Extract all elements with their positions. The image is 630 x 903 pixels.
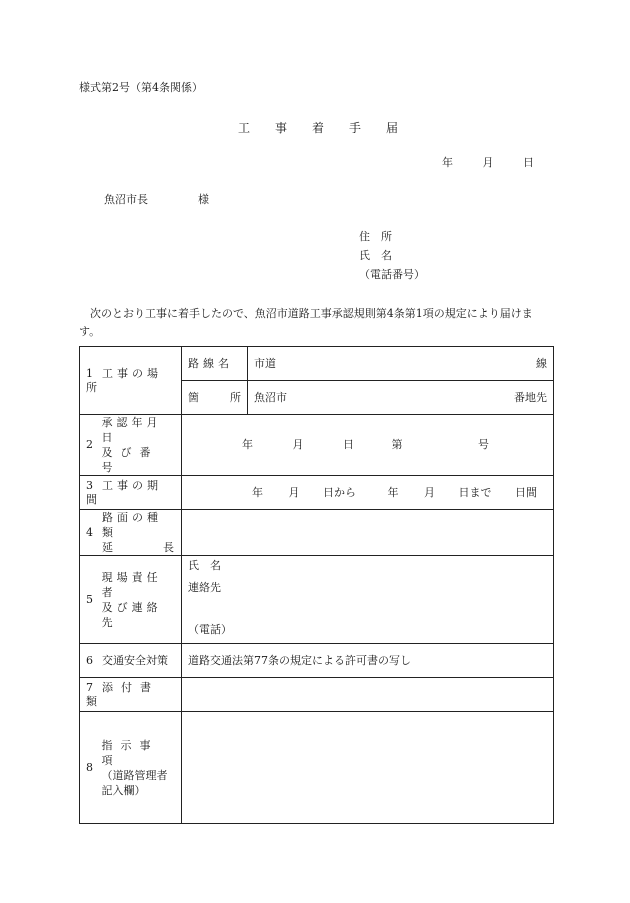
- row4-label-line2a: 延: [102, 541, 113, 554]
- document-title: 工事着手届: [238, 121, 424, 135]
- row3-label: 工事の期間: [86, 478, 162, 506]
- row6-label: 交通安全対策: [102, 653, 168, 667]
- row2-label: [101, 415, 175, 475]
- table-row: [80, 510, 554, 556]
- row8-label-cell: [80, 712, 182, 824]
- site-manager-name-label: 氏 名: [188, 559, 221, 572]
- period-year1: 年: [252, 485, 263, 499]
- row5-label: [102, 570, 175, 630]
- row5-label-cell: [80, 556, 182, 644]
- approval-day: 日: [343, 438, 354, 451]
- row8-label-line2: （道路管理者: [101, 768, 168, 782]
- route-name-label: 路線名: [188, 356, 233, 370]
- row8-label-line3: 記入欄）: [101, 783, 146, 797]
- row1-number: 1: [86, 366, 93, 380]
- row5-label-line1: 現場責任者: [101, 570, 162, 599]
- applicant-block: [359, 230, 425, 287]
- row1-sub1-label-cell: [182, 347, 248, 381]
- location-suffix: 番地先: [514, 390, 547, 404]
- table-row: [80, 644, 554, 678]
- row4-label-line2: [102, 540, 174, 555]
- row3-number: 3: [86, 478, 93, 492]
- row7-label-cell: [80, 678, 182, 712]
- period-year2: 年: [387, 485, 399, 499]
- approval-go: 号: [478, 438, 489, 451]
- road-surface-length-field[interactable]: [182, 510, 554, 556]
- row3-label-cell: [80, 476, 182, 510]
- addressee-name: 魚沼市長: [104, 193, 148, 206]
- body-text: 次のとおり工事に着手したので、魚沼市道路工事承認規則第4条第1項の規定により届けます。: [79, 307, 533, 338]
- traffic-safety-value: 道路交通法第77条の規定による許可書の写し: [188, 653, 411, 667]
- approval-dai: 第: [391, 438, 403, 451]
- location-prefix: 魚沼市: [254, 390, 287, 404]
- instructions-field[interactable]: [182, 712, 554, 824]
- construction-period-field[interactable]: [182, 476, 554, 510]
- table-row: [80, 712, 554, 824]
- table-row: [80, 476, 554, 510]
- attachments-field[interactable]: [182, 678, 554, 712]
- row1-label-cell: [80, 347, 182, 415]
- route-name-field[interactable]: [248, 347, 554, 381]
- location-field[interactable]: [248, 381, 554, 415]
- row4-label: [102, 510, 174, 555]
- applicant-name-label: 氏 名: [359, 249, 392, 262]
- traffic-safety-field[interactable]: [182, 644, 554, 678]
- row8-number: 8: [86, 760, 93, 774]
- period-month2: 月: [424, 485, 435, 499]
- row7-number: 7: [86, 680, 93, 694]
- row8-label-line1: 指示事項: [101, 738, 159, 767]
- table-row: [80, 678, 554, 712]
- row8-label: [101, 738, 175, 798]
- form-number: 様式第2号（第4条関係）: [79, 81, 203, 94]
- row2-label-line2: 及び番号: [101, 446, 159, 474]
- row2-number: 2: [86, 438, 93, 451]
- row6-label-cell: [80, 644, 182, 678]
- row6-number: 6: [86, 653, 93, 667]
- row1-sub2-label-cell: [182, 381, 248, 415]
- applicant-address-label: 住 所: [359, 230, 392, 243]
- row4-label-cell: [80, 510, 182, 556]
- row4-label-line1: 路面の種類: [102, 511, 162, 539]
- approval-year: 年: [242, 438, 253, 451]
- date-line: [442, 156, 534, 170]
- date-day: 日: [523, 156, 534, 169]
- row1-label: 工事の場所: [86, 366, 162, 394]
- table-row: [80, 556, 554, 644]
- applicant-phone-label: （電話番号）: [359, 268, 425, 281]
- row5-label-line2: 及び連絡先: [101, 600, 162, 629]
- period-from: 日から: [323, 485, 356, 499]
- location-label-b: 所: [230, 390, 241, 404]
- notification-table: [79, 346, 554, 824]
- row4-number: 4: [86, 525, 93, 539]
- row7-label: 添付書類: [86, 680, 159, 708]
- route-name-prefix: 市道: [254, 356, 276, 370]
- addressee: [104, 193, 209, 207]
- table-row: [80, 347, 554, 381]
- table-row: [80, 415, 554, 476]
- site-manager-field[interactable]: [182, 556, 554, 644]
- row2-label-line1: 承認年月日: [101, 416, 162, 444]
- date-year: 年: [442, 156, 453, 169]
- row4-label-line2b: 長: [163, 541, 174, 554]
- approval-month: 月: [292, 438, 304, 451]
- period-month1: 月: [288, 485, 300, 499]
- date-month: 月: [482, 156, 494, 169]
- location-label-a: 箇: [188, 390, 199, 404]
- honorific: 様: [198, 193, 209, 206]
- site-manager-contact-label: 連絡先: [188, 581, 221, 594]
- row2-label-cell: [80, 415, 182, 476]
- period-days: 日間: [515, 485, 537, 499]
- approval-date-number-field[interactable]: [182, 415, 554, 476]
- period-until: 日まで: [458, 485, 492, 499]
- row5-number: 5: [86, 592, 93, 606]
- site-manager-phone-label: （電話）: [188, 623, 232, 636]
- route-name-suffix: 線: [536, 356, 547, 370]
